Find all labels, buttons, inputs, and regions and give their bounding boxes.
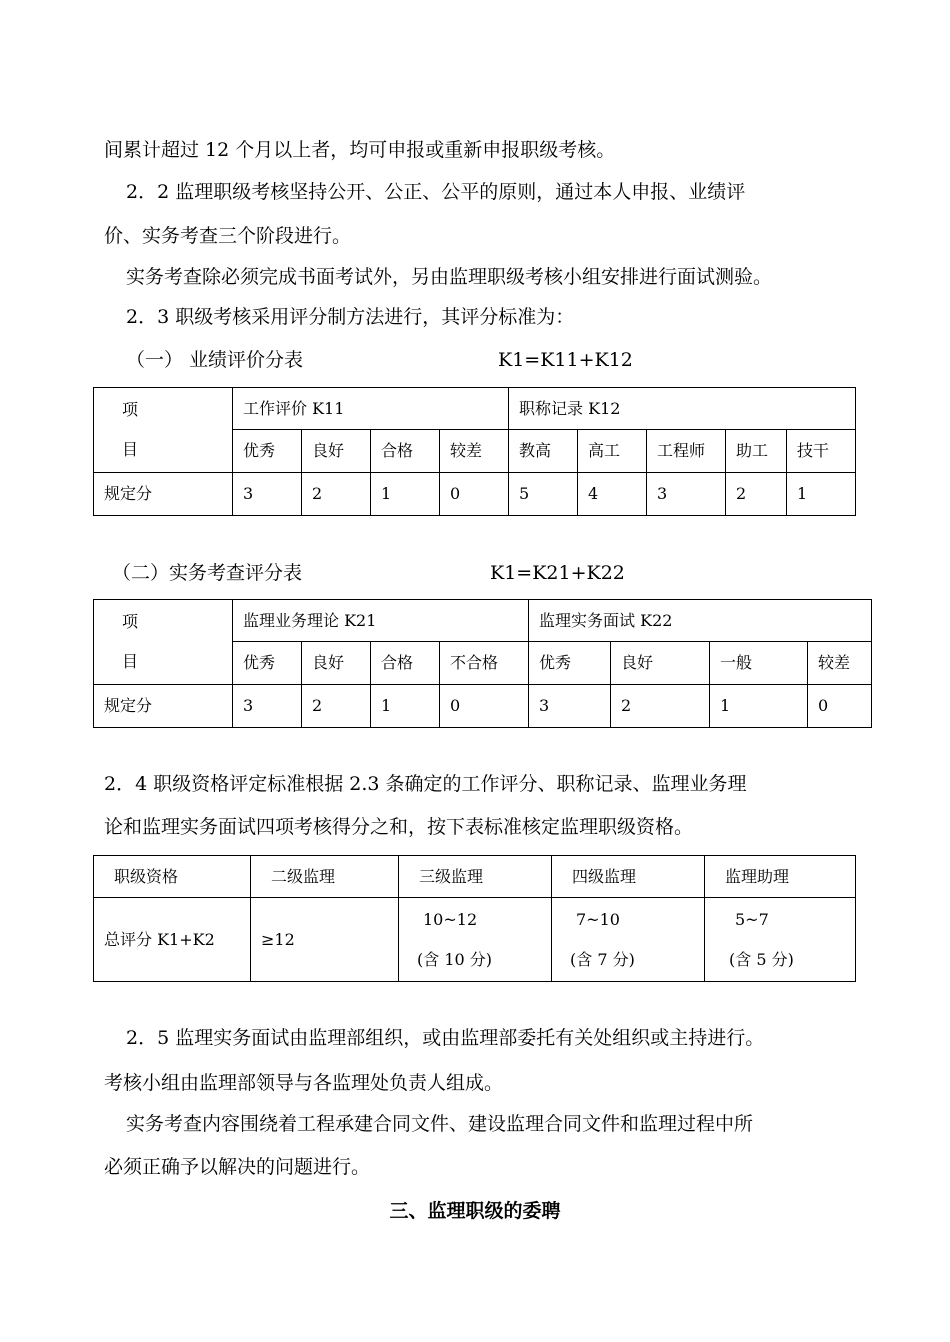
paragraph-practical-review: 实务考查除必须完成书面考试外，另由监理职级考核小组安排进行面试测验。 <box>126 266 773 288</box>
level3-range: 10~12 <box>423 909 478 929</box>
assistant-score <box>705 898 856 982</box>
group-header-theory: 监理业务理论 K21 <box>233 600 529 642</box>
level4-note: (含 7 分) <box>570 949 635 969</box>
score-cell: 0 <box>440 685 529 728</box>
level4-range: 7~10 <box>576 909 620 929</box>
sub-header: 工程师 <box>647 430 726 473</box>
paragraph-2-5-line2: 考核小组由监理部领导与各监理处负责人组成。 <box>104 1072 504 1094</box>
score-cell: 2 <box>302 685 371 728</box>
sub-header: 优秀 <box>529 642 611 685</box>
row-label: 规定分 <box>94 473 233 516</box>
group-header-work-evaluation: 工作评价 K11 <box>233 388 509 430</box>
grade-qualification-table <box>93 855 856 982</box>
table1-formula: K1=K11+K12 <box>498 349 633 371</box>
sub-header: 不合格 <box>440 642 529 685</box>
score-cell: 0 <box>808 685 872 728</box>
paragraph-review-content-line2: 必须正确予以解决的问题进行。 <box>104 1156 371 1178</box>
header-cell: 三级监理 <box>399 856 552 898</box>
sub-header: 较差 <box>808 642 872 685</box>
score-cell: 0 <box>440 473 509 516</box>
paragraph-2-2-line2: 价、实务考查三个阶段进行。 <box>104 225 352 247</box>
score-cell: 3 <box>647 473 726 516</box>
sub-header: 较差 <box>440 430 509 473</box>
score-cell: 3 <box>529 685 611 728</box>
score-cell: 5 <box>509 473 578 516</box>
sub-header: 高工 <box>578 430 647 473</box>
level3-note: (含 10 分) <box>417 949 493 969</box>
score-cell: 2 <box>726 473 787 516</box>
practical-review-score-table <box>93 599 872 728</box>
item-header-cell <box>94 600 233 685</box>
assistant-note: (含 5 分) <box>729 949 794 969</box>
table1-caption: （一） 业绩评价分表 <box>126 349 304 371</box>
paragraph-review-content-line1: 实务考查内容围绕着工程承建合同文件、建设监理合同文件和监理过程中所 <box>126 1113 754 1135</box>
paragraph-2-4-line2: 论和监理实务面试四项考核得分之和，按下表标准核定监理职级资格。 <box>104 816 694 838</box>
score-cell: 2 <box>611 685 710 728</box>
sub-header: 合格 <box>371 642 440 685</box>
group-header-title-record: 职称记录 K12 <box>509 388 856 430</box>
header-cell: 职级资格 <box>94 856 251 898</box>
header-cell: 四级监理 <box>552 856 705 898</box>
paragraph-2-2-line1: 2．2 监理职级考核坚持公开、公正、公平的原则，通过本人申报、业绩评 <box>126 181 746 203</box>
item-label-bottom: 目 <box>122 440 139 459</box>
item-label-bottom: 目 <box>122 652 139 671</box>
sub-header: 优秀 <box>233 642 302 685</box>
paragraph-2-3: 2．3 职级考核采用评分制方法进行，其评分标准为： <box>126 306 575 328</box>
assistant-range: 5~7 <box>735 909 769 929</box>
level2-score: ≥12 <box>251 898 399 982</box>
score-cell: 3 <box>233 685 302 728</box>
level3-score <box>399 898 552 982</box>
score-cell: 2 <box>302 473 371 516</box>
row-label: 规定分 <box>94 685 233 728</box>
paragraph-2-4-line1: 2．4 职级资格评定标准根据 2.3 条确定的工作评分、职称记录、监理业务理 <box>104 773 747 795</box>
sub-header: 合格 <box>371 430 440 473</box>
score-cell: 1 <box>371 473 440 516</box>
score-cell: 1 <box>371 685 440 728</box>
score-cell: 4 <box>578 473 647 516</box>
sub-header: 教高 <box>509 430 578 473</box>
sub-header: 良好 <box>302 430 371 473</box>
group-header-interview: 监理实务面试 K22 <box>529 600 872 642</box>
sub-header: 良好 <box>302 642 371 685</box>
sub-header: 优秀 <box>233 430 302 473</box>
row-label: 总评分 K1+K2 <box>94 898 251 982</box>
score-cell: 3 <box>233 473 302 516</box>
header-cell: 二级监理 <box>251 856 399 898</box>
sub-header: 良好 <box>611 642 710 685</box>
paragraph-2-5-line1: 2．5 监理实务面试由监理部组织，或由监理部委托有关处组织或主持进行。 <box>126 1027 765 1049</box>
score-cell: 1 <box>787 473 856 516</box>
sub-header: 技干 <box>787 430 856 473</box>
item-label-top: 项 <box>122 400 139 419</box>
section-heading: 三、监理职级的委聘 <box>389 1200 561 1222</box>
table2-caption: （二）实务考查评分表 <box>112 562 303 584</box>
table2-formula: K1=K21+K22 <box>490 562 625 584</box>
item-label-top: 项 <box>122 612 139 631</box>
item-header-cell <box>94 388 233 473</box>
performance-score-table <box>93 387 856 516</box>
paragraph-continuation: 间累计超过 12 个月以上者，均可申报或重新申报职级考核。 <box>104 139 616 161</box>
sub-header: 助工 <box>726 430 787 473</box>
sub-header: 一般 <box>710 642 808 685</box>
score-cell: 1 <box>710 685 808 728</box>
level4-score <box>552 898 705 982</box>
header-cell: 监理助理 <box>705 856 856 898</box>
